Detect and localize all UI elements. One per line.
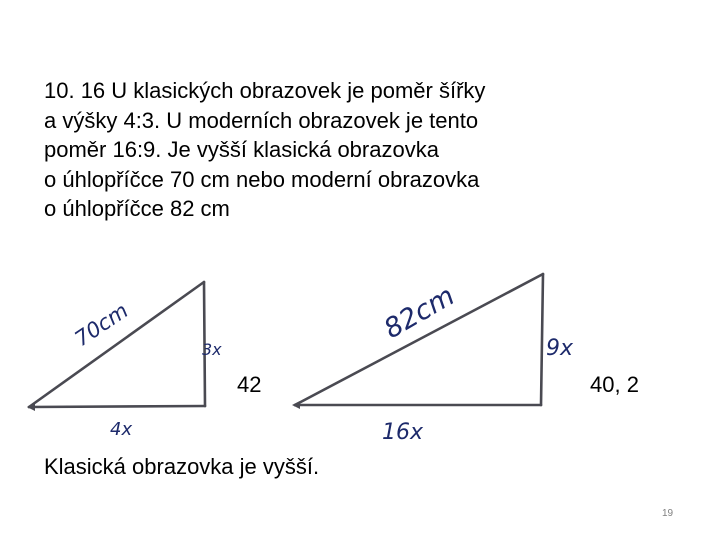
page-number: 19 <box>662 508 674 519</box>
modern-width-label: 16x <box>382 420 424 445</box>
classic-height-result: 42 <box>237 372 262 397</box>
classic-hypotenuse-label: 70cm <box>70 298 133 352</box>
modern-height-result: 40, 2 <box>590 372 639 397</box>
modern-arrowhead <box>292 401 300 409</box>
modern-screen-triangle-sketch <box>281 212 583 452</box>
modern-hypotenuse-line <box>295 274 543 405</box>
modern-triangle-drawing <box>281 212 583 452</box>
conclusion-text: Klasická obrazovka je vyšší. <box>44 454 320 479</box>
classic-screen-triangle-sketch <box>18 272 236 442</box>
modern-height-line <box>541 274 543 405</box>
classic-height-label: 3x <box>202 340 222 359</box>
problem-statement: 10. 16 U klasických obrazovek je poměr šířky a výšky 4:3. U moderních obrazovek je tento poměr 16:9. Je vyšší klasická obrazovka o úhlopříčce 70 cm nebo moderní obrazovka o úhlopříčce 82 cm <box>44 78 486 221</box>
modern-height-label: 9x <box>546 336 574 361</box>
modern-hypotenuse-label: 82cm <box>379 280 460 346</box>
classic-width-label: 4x <box>110 419 133 440</box>
classic-triangle-drawing <box>18 272 236 442</box>
classic-base-line <box>29 406 205 407</box>
